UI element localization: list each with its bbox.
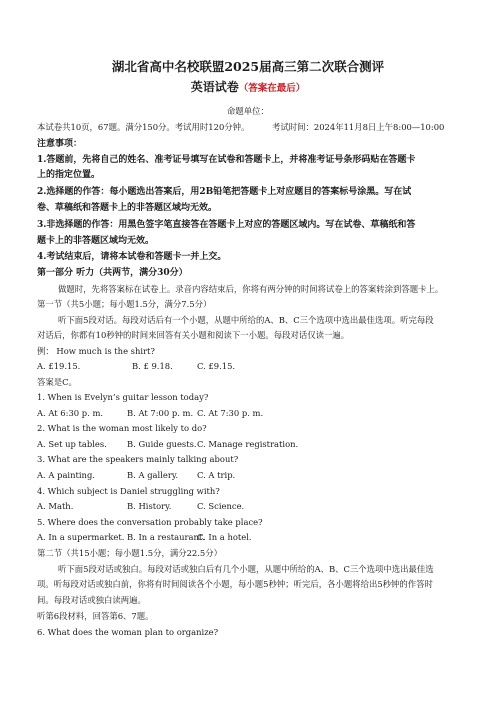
proposer-label: 命题单位： [227, 106, 269, 116]
option-c: C. Manage registration. [197, 439, 299, 449]
option-a: A. In a supermarket. [37, 532, 125, 542]
option-b: B. £ 9.18. [132, 361, 173, 371]
note-line: 4.考试结束后，请将本试卷和答题卡一并上交。 [37, 252, 227, 262]
option-b: B. At 7:00 p. m. [127, 408, 194, 418]
option-b: B. In a restaurant. [127, 532, 205, 542]
option-c: C. At 7:30 p. m. [197, 408, 264, 418]
question-6: 6. What does the woman plan to organize? [37, 627, 219, 637]
question-3: 3. What are the speakers mainly talking about? [37, 454, 239, 464]
note-line: 卷、草稿纸和答题卡上的非答题区域均无效。 [37, 203, 218, 213]
option-c: C. A trip. [197, 470, 236, 480]
option-b: B. History. [127, 501, 172, 511]
option-b: B. A gallery. [127, 470, 179, 480]
answer-note: （答案在最后） [238, 83, 306, 94]
note-line: 上的指定位置。 [37, 170, 101, 180]
instruction-line: 项。听每段对话或独白前，你将有时间阅读各个小题，每小题5秒钟；听完后，各小题将给出5秒钟的作答时 [37, 579, 433, 589]
instruction-line: 听下面5段对话。每段对话后有一个小题，从题中所给的A、B、C三个选项中选出最佳选项。听完每段 [58, 315, 434, 325]
exam-info: 本试卷共10页，67题。满分150分。考试用时120分钟。 [37, 122, 250, 132]
material-note: 听第6段材料，回答第6、7题。 [37, 611, 154, 621]
instruction-line: 听下面5段对话或独白。每段对话或独白后有几个小题，从题中所给的A、B、C三个选项中选出最佳选 [58, 564, 434, 574]
example-question: 例： How much is the shirt? [37, 346, 155, 356]
option-a: A. Math. [37, 501, 74, 511]
option-c: C. Science. [197, 501, 245, 511]
question-5: 5. Where does the conversation probably take place? [37, 517, 263, 527]
option-c: C. In a hotel. [197, 532, 252, 542]
option-a: A. A painting. [37, 470, 95, 480]
question-4: 4. Which subject is Daniel struggling with? [37, 486, 220, 496]
question-2: 2. What is the woman most likely to do? [37, 423, 207, 433]
option-c: C. £9.15. [197, 361, 236, 371]
option-a: A. Set up tables. [37, 439, 107, 449]
exam-title: 湖北省高中名校联盟2025届高三第二次联合测评 [111, 59, 385, 74]
part1-heading: 第一部分 听力（共两节，满分30分） [37, 268, 188, 278]
instruction-line: 间。每段对话或独白读两遍。 [37, 595, 146, 605]
section1-heading: 第一节（共5小题；每小题1.5分，满分7.5分） [37, 299, 212, 309]
note-line: 1.答题前，先将自己的姓名、准考证号填写在试卷和答题卡上，并将准考证号条形码贴在答题卡 [37, 155, 416, 165]
section2-heading: 第二节（共15小题；每小题1.5分，满分22.5分） [37, 548, 222, 558]
note-line: 3.非选择题的作答：用黑色签字笔直接答在答题卡上对应的答题区域内。写在试卷、草稿纸和答 [37, 220, 416, 230]
instruction-line: 对话后，你都有10秒钟的时间来回答有关小题和阅读下一小题。每段对话仅读一遍。 [37, 330, 350, 340]
option-a: A. At 6:30 p. m. [37, 408, 104, 418]
option-a: A. £19.15. [37, 361, 81, 371]
exam-time: 考试时间：2024年11月8日上午8:00—10:00 [272, 122, 445, 132]
notes-heading: 注意事项： [37, 139, 83, 149]
example-answer: 答案是C。 [37, 377, 77, 387]
instruction-line: 做题时，先将答案标在试卷上。录音内容结束后，你将有两分钟的时间将试卷上的答案转涂到答题卡上。 [58, 284, 444, 294]
note-line: 题卡上的非答题区域均无效。 [37, 236, 155, 246]
note-line: 2.选择题的作答：每小题选出答案后，用2B铅笔把答题卡上对应题目的答案标号涂黑。写在试 [37, 187, 412, 197]
option-b: B. Guide guests. [127, 439, 197, 449]
subject-heading [0, 82, 496, 94]
question-1: 1. When is Evelyn’s guitar lesson today? [37, 392, 209, 402]
subject-name: 英语试卷 [190, 80, 239, 94]
